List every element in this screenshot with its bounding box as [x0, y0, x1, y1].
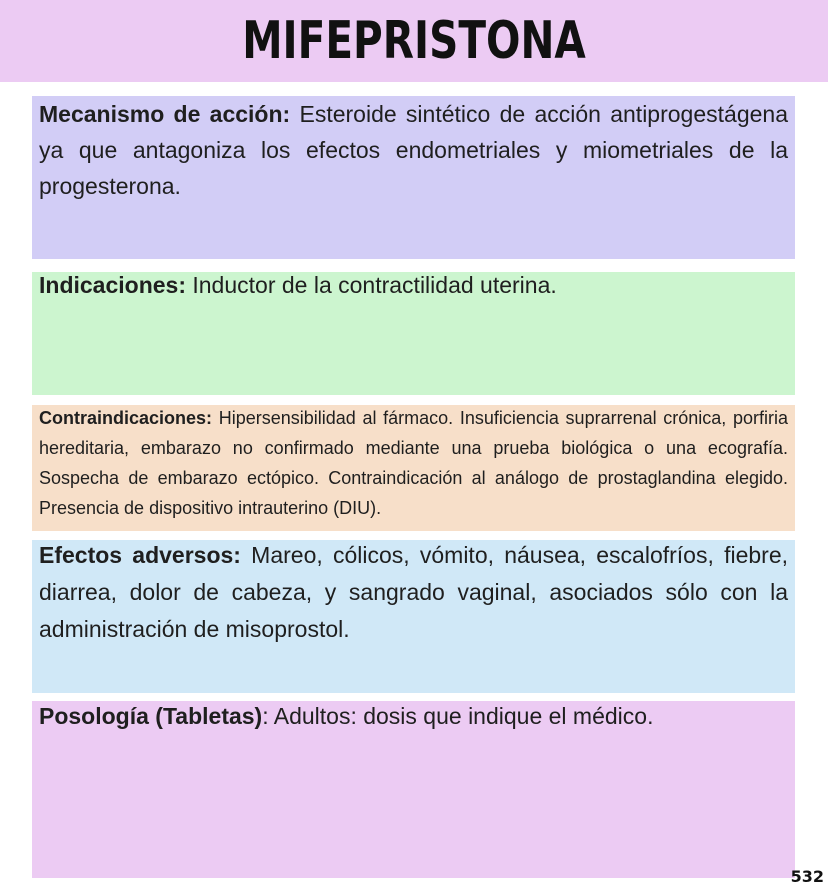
mecanismo-text: Esteroide sintético de acción antiprogestágena ya que antagoniza los efectos endometriales y miometriales de la progesterona. — [39, 101, 788, 199]
indicaciones-label: Indicaciones: — [39, 272, 186, 298]
posologia-label: Posología (Tabletas) — [39, 703, 263, 729]
efectos-paragraph — [39, 537, 788, 648]
page-number: 532 — [790, 867, 824, 886]
posologia-text: : Adultos: dosis que indique el médico. — [262, 703, 654, 729]
mecanismo-label: Mecanismo de acción: — [39, 101, 291, 127]
contraindicaciones-paragraph — [39, 403, 788, 523]
efectos-label: Efectos adversos: — [39, 542, 241, 568]
posologia-section — [32, 701, 795, 878]
indicaciones-text: Inductor de la contractilidad uterina. — [185, 272, 557, 298]
mecanismo-section — [32, 96, 795, 259]
efectos-text: Mareo, cólicos, vómito, náusea, escalofríos, fiebre, diarrea, dolor de cabeza, y sangrado vaginal, asociados sólo con la administración de misoprostol. — [39, 542, 788, 642]
contraindicaciones-text: Hipersensibilidad al fármaco. Insuficiencia suprarrenal crónica, porfiria hereditaria, embarazo no confirmado mediante una prueba biológica o una ecografía. Sospecha de embarazo ectópico. Contraindicación al análogo de prostaglandina elegido. Presencia de dispositivo intrauterino (DIU). — [39, 408, 788, 518]
page-title: MIFEPRISTONA — [242, 11, 586, 71]
posologia-paragraph — [39, 701, 788, 731]
efectos-section — [32, 540, 795, 693]
indicaciones-paragraph — [39, 272, 788, 298]
contraindicaciones-label: Contraindicaciones: — [39, 408, 213, 428]
contraindicaciones-section — [32, 405, 795, 531]
mecanismo-paragraph — [39, 96, 788, 204]
indicaciones-section — [32, 272, 795, 395]
title-banner — [0, 0, 828, 82]
